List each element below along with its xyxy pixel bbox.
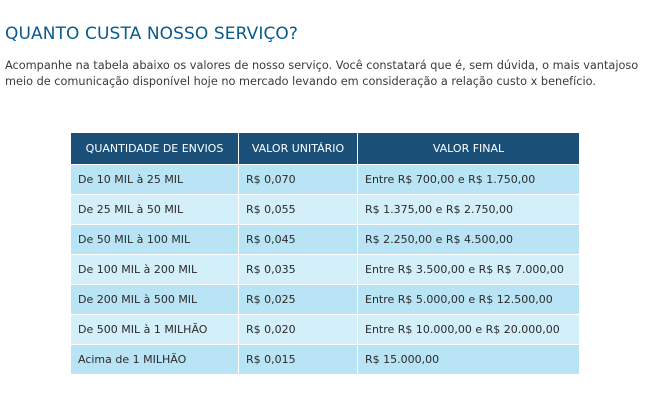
final-price-cell: R$ 1.375,00 e R$ 2.750,00 bbox=[358, 195, 580, 225]
final-price-cell: R$ 2.250,00 e R$ 4.500,00 bbox=[358, 225, 580, 255]
pricing-table bbox=[70, 132, 580, 375]
unit-price-cell: R$ 0,020 bbox=[239, 315, 358, 345]
unit-price-cell: R$ 0,035 bbox=[239, 255, 358, 285]
table-header-row bbox=[71, 133, 580, 165]
quantity-cell: De 500 MIL à 1 MILHÃO bbox=[71, 315, 239, 345]
table-row bbox=[71, 165, 580, 195]
table-row bbox=[71, 315, 580, 345]
table-row bbox=[71, 285, 580, 315]
table-row bbox=[71, 225, 580, 255]
quantity-cell: De 50 MIL à 100 MIL bbox=[71, 225, 239, 255]
unit-price-cell: R$ 0,045 bbox=[239, 225, 358, 255]
table-row bbox=[71, 195, 580, 225]
quantity-cell: De 10 MIL à 25 MIL bbox=[71, 165, 239, 195]
page-title: QUANTO CUSTA NOSSO SERVIÇO? bbox=[5, 24, 299, 44]
quantity-cell: De 25 MIL à 50 MIL bbox=[71, 195, 239, 225]
unit-price-cell: R$ 0,055 bbox=[239, 195, 358, 225]
final-price-cell: R$ 15.000,00 bbox=[358, 345, 580, 375]
final-price-cell: Entre R$ 10.000,00 e R$ 20.000,00 bbox=[358, 315, 580, 345]
quantity-cell: De 100 MIL à 200 MIL bbox=[71, 255, 239, 285]
unit-price-cell: R$ 0,025 bbox=[239, 285, 358, 315]
final-price-cell: Entre R$ 3.500,00 e R$ R$ 7.000,00 bbox=[358, 255, 580, 285]
final-price-cell: Entre R$ 700,00 e R$ 1.750,00 bbox=[358, 165, 580, 195]
table-row bbox=[71, 255, 580, 285]
final-price-cell: Entre R$ 5.000,00 e R$ 12.500,00 bbox=[358, 285, 580, 315]
quantity-cell: Acima de 1 MILHÃO bbox=[71, 345, 239, 375]
unit-price-cell: R$ 0,015 bbox=[239, 345, 358, 375]
table-row bbox=[71, 345, 580, 375]
column-header-quantity: QUANTIDADE DE ENVIOS bbox=[71, 133, 239, 165]
quantity-cell: De 200 MIL à 500 MIL bbox=[71, 285, 239, 315]
intro-paragraph: Acompanhe na tabela abaixo os valores de nosso serviço. Você constatará que é, sem dúvida, o mais vantajoso meio de comunicação disponível hoje no mercado levando em consideração a relação custo x benefício. bbox=[5, 59, 639, 88]
column-header-final-price: VALOR FINAL bbox=[358, 133, 580, 165]
column-header-unit-price: VALOR UNITÁRIO bbox=[239, 133, 358, 165]
unit-price-cell: R$ 0,070 bbox=[239, 165, 358, 195]
